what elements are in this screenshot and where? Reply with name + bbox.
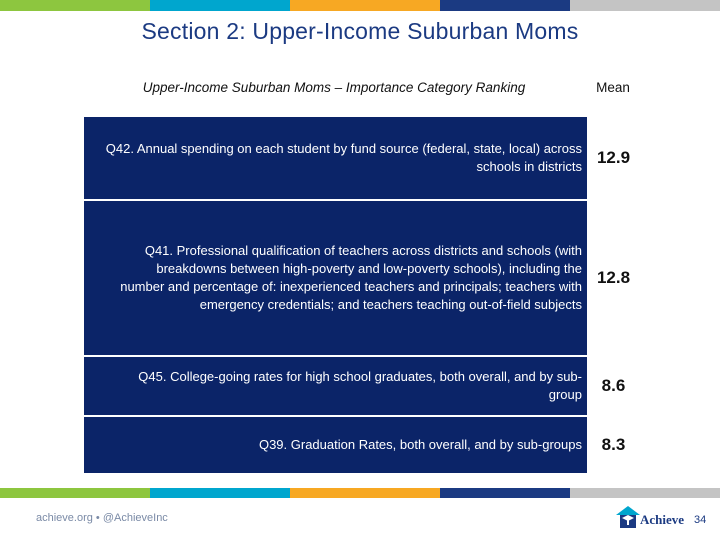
- brand-logo-text: Achieve: [640, 512, 685, 527]
- question-cell: Q42. Annual spending on each student by fund source (federal, state, local) across schools in districts: [84, 117, 586, 199]
- table-row: [84, 117, 640, 199]
- question-cell: Q39. Graduation Rates, both overall, and by sub-groups: [84, 417, 586, 473]
- mean-column-header: Mean: [596, 80, 630, 95]
- table-row: [84, 417, 640, 473]
- table-row: [84, 201, 640, 355]
- mean-cell: 12.9: [586, 117, 640, 199]
- table-caption: Upper-Income Suburban Moms – Importance Category Ranking: [142, 80, 526, 95]
- question-cell: Q41. Professional qualification of teachers across districts and schools (with breakdowns between high-poverty and low-poverty schools), including the number and percentage of: inexperienced teachers and principals; teachers with emergency credentials; and teachers teaching out-of-field subjects: [84, 201, 586, 355]
- mean-cell: 12.8: [586, 201, 640, 355]
- mean-cell: 8.6: [586, 357, 640, 415]
- footer-site-link[interactable]: achieve.org • @AchieveInc: [36, 512, 168, 524]
- bottom-color-stripe: [0, 488, 720, 498]
- table-row: [84, 357, 640, 415]
- page-number: 34: [694, 514, 707, 526]
- question-cell: Q45. College-going rates for high school graduates, both overall, and by sub-group: [84, 357, 586, 415]
- top-color-stripe: [0, 0, 720, 11]
- mean-cell: 8.3: [586, 417, 640, 473]
- ranking-table: [84, 117, 640, 473]
- slide-title: Section 2: Upper-Income Suburban Moms: [141, 18, 579, 44]
